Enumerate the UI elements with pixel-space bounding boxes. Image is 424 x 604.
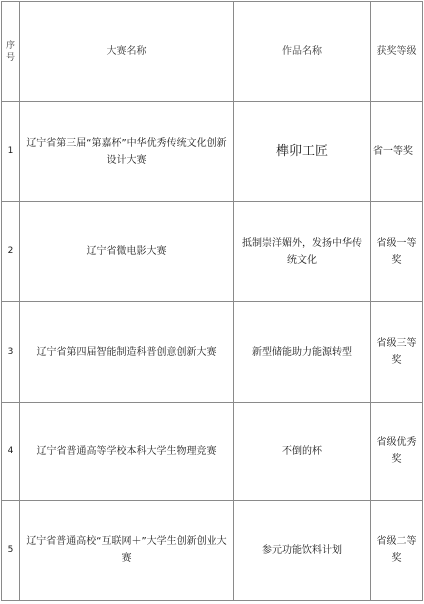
header-index: 序号 [2,2,20,102]
table-row [2,402,423,500]
row-award: 省一等奖 [371,102,423,202]
row-competition: 辽宁省普通高校“互联网＋”大学生创新创业大赛 [20,500,234,600]
row-index: 5 [2,500,20,600]
table-row [2,102,423,202]
table-row [2,202,423,302]
awards-table [1,1,423,601]
table-row [2,302,423,402]
header-competition: 大赛名称 [20,2,234,102]
row-work: 参元功能饮料计划 [234,500,371,600]
row-index: 3 [2,302,20,402]
row-index: 2 [2,202,20,302]
row-award: 省级一等奖 [371,202,423,302]
row-competition: 辽宁省第四届智能制造科普创意创新大赛 [20,302,234,402]
row-competition: 辽宁省微电影大赛 [20,202,234,302]
row-work: 新型储能助力能源转型 [234,302,371,402]
row-award: 省级二等奖 [371,500,423,600]
row-competition: 辽宁省第三届“第嘉杯”中华优秀传统文化创新设计大赛 [20,102,234,202]
header-award: 获奖等级 [371,2,423,102]
header-work: 作品名称 [234,2,371,102]
row-award: 省级三等奖 [371,302,423,402]
header-row [2,2,423,102]
row-award: 省级优秀奖 [371,402,423,500]
row-work: 不倒的杯 [234,402,371,500]
row-index: 4 [2,402,20,500]
row-work: 抵制崇洋媚外，发扬中华传统文化 [234,202,371,302]
row-index: 1 [2,102,20,202]
table-row [2,500,423,600]
row-work: 榫卯工匠 [234,102,371,202]
row-competition: 辽宁省普通高等学校本科大学生物理竞赛 [20,402,234,500]
